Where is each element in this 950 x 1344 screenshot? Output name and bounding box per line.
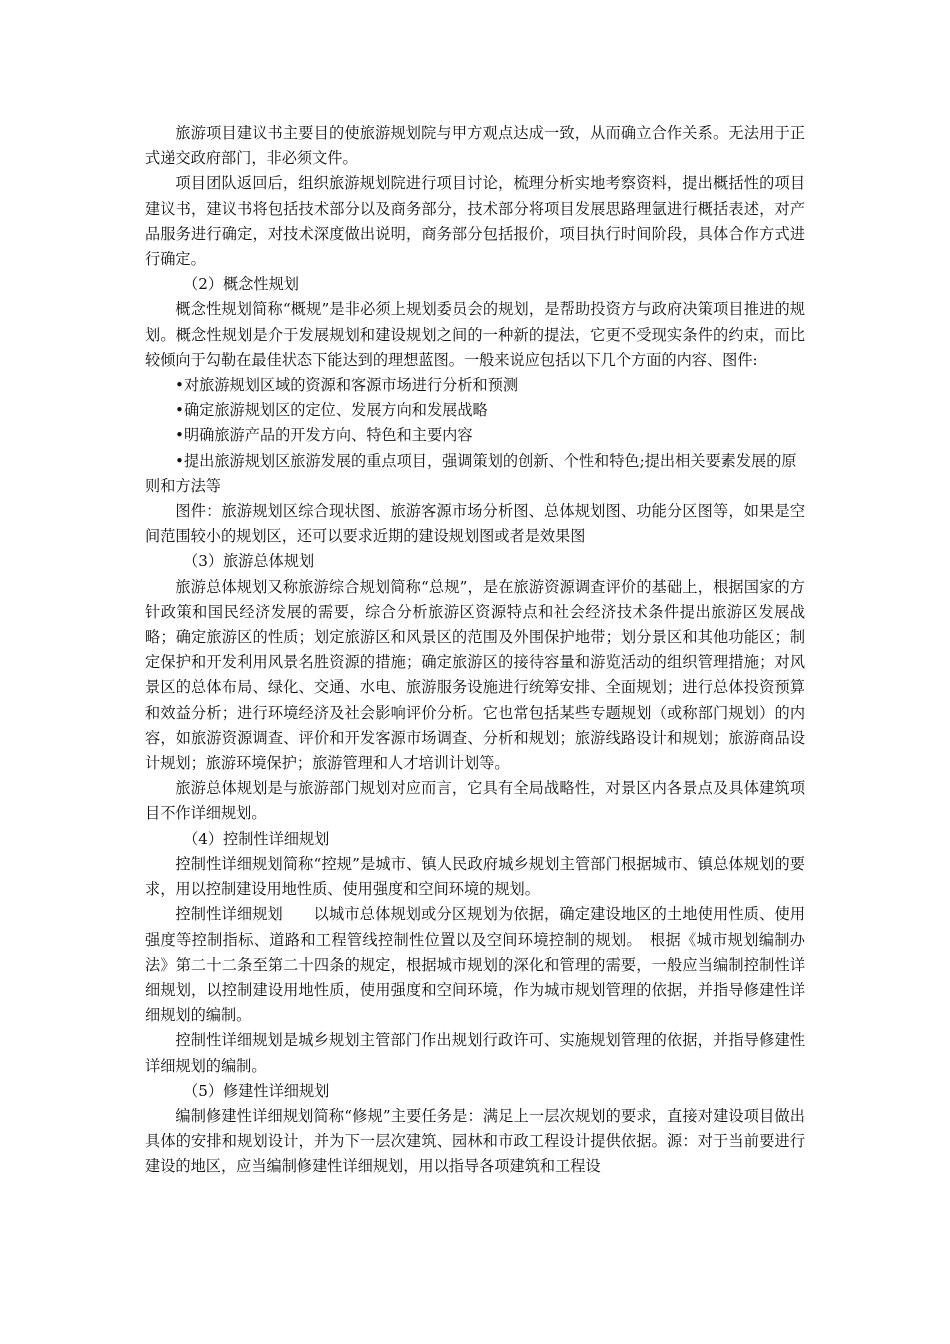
paragraph-proposal-purpose: 旅游项目建议书主要目的使旅游规划院与甲方观点达成一致，从而确立合作关系。无法用于正式递交政府部门，非必须文件。 [145, 124, 805, 168]
bullet-resource-analysis: •对旅游规划区域的资源和客源市场进行分析和预测 [175, 376, 519, 395]
paragraph-team-return: 项目团队返回后，组织旅游规划院进行项目讨论，梳理分析实地考察资料，提出概括性的项目建议书，建议书将包括技术部分以及商务部分，技术部分将项目发展思路理氩进行概括表述，对产品服务进行确定，对技术深度做出说明，商务部分包括报价，项目执行时间阶段，具体合作方式进行确定。 [145, 174, 805, 269]
paragraph-drawings: 图件：旅游规划区综合现状图、旅游客源市场分析图、总体规划图、功能分区图等，如果是空间范围较小的规划区，还可以要求近期的建设规划图或者是效果图 [145, 502, 805, 546]
paragraph-regulatory-definition: 控制性详细规划简称“控规”是城市、镇人民政府城乡规划主管部门根据城市、镇总体规划的要求，用以控制建设用地性质、使用强度和空间环境的规划。 [145, 854, 805, 899]
paragraph-master-plan: 旅游总体规划又称旅游综合规划简称“总规”，是在旅游资源调查评价的基础上，根据国家的方针政策和国民经济发展的需要，综合分析旅游区资源特点和社会经济技术条件提出旅游区发展战略；确定旅游区的性质；划定旅游区和风景区的范围及外围保护地带；划分景区和其他功能区；制定保护和开发利用风景名胜资源的措施；确定旅游区的接待容量和游览活动的组织管理措施；对风景区的总体布局、绿化、交通、水电、旅游服务设施进行统筹安排、全面规划；进行总体投资预算和效益分析；进行环境经济及社会影响评价分析。它也常包括某些专题规划（或称部门规划）的内容，如旅游资源调查、评价和开发客源市场调查、分析和规划；旅游线路设计和规划；旅游商品设计规划；旅游环境保护；旅游管理和人才培训计划等。 [145, 577, 805, 773]
bullet-positioning: •确定旅游规划区的定位、发展方向和发展战略 [175, 401, 488, 420]
bullet-key-projects: •提出旅游规划区旅游发展的重点项目，强调策划的创新、个性和特色;提出相关要素发展的原则和方法等 [145, 451, 797, 495]
heading-site-plan: （5）修建性详细规划 [183, 1081, 330, 1100]
heading-regulatory-plan: （4）控制性详细规划 [183, 829, 330, 848]
document-body [145, 121, 805, 1180]
paragraph-site-plan: 编制修建性详细规划简称“修规”主要任务是：满足上一层次规划的要求，直接对建设项目做出具体的安排和规划设计，并为下一层次建筑、园林和市政工程设计提供依据。源：对于当前要进行建设的地区，应当编制修建性详细规划，用以指导各项建筑和工程设 [145, 1106, 805, 1176]
paragraph-regulatory-role: 控制性详细规划是城乡规划主管部门作出规划行政许可、实施规划管理的依据，并指导修建性详细规划的编制。 [145, 1031, 805, 1075]
heading-conceptual-plan: （2）概念性规划 [183, 275, 299, 294]
paragraph-master-plan-scope: 旅游总体规划是与旅游部门规划对应而言，它具有全局战略性，对景区内各景点及具体建筑项目不作详细规划。 [145, 779, 805, 823]
paragraph-regulatory-basis: 控制性详细规划 以城市总体规划或分区规划为依据，确定建设地区的土地使用性质、使用强度等控制指标、道路和工程管线控制性位置以及空间环境控制的规划。 根据《城市规划编制办法》第二十二条至第二十四条的规定，根据城市规划的深化和管理的需要，一般应当编制控制性详细规划，以控制建设用地性质，使用强度和空间环境，作为城市规划管理的依据，并指导修建性详细规划的编制。 [145, 905, 805, 1025]
bullet-product-direction: •明确旅游产品的开发方向、特色和主要内容 [175, 426, 473, 445]
heading-master-plan: （3）旅游总体规划 [183, 552, 315, 571]
paragraph-conceptual-plan: 概念性规划简称“概规”是非必须上规划委员会的规划，是帮助投资方与政府决策项目推进的规划。概念性规划是介于发展规划和建设规划之间的一种新的提法，它更不受现实条件的约束，而比较倾向于勾勒在最佳状态下能达到的理想蓝图。一般来说应包括以下几个方面的内容、图件: [145, 300, 805, 369]
